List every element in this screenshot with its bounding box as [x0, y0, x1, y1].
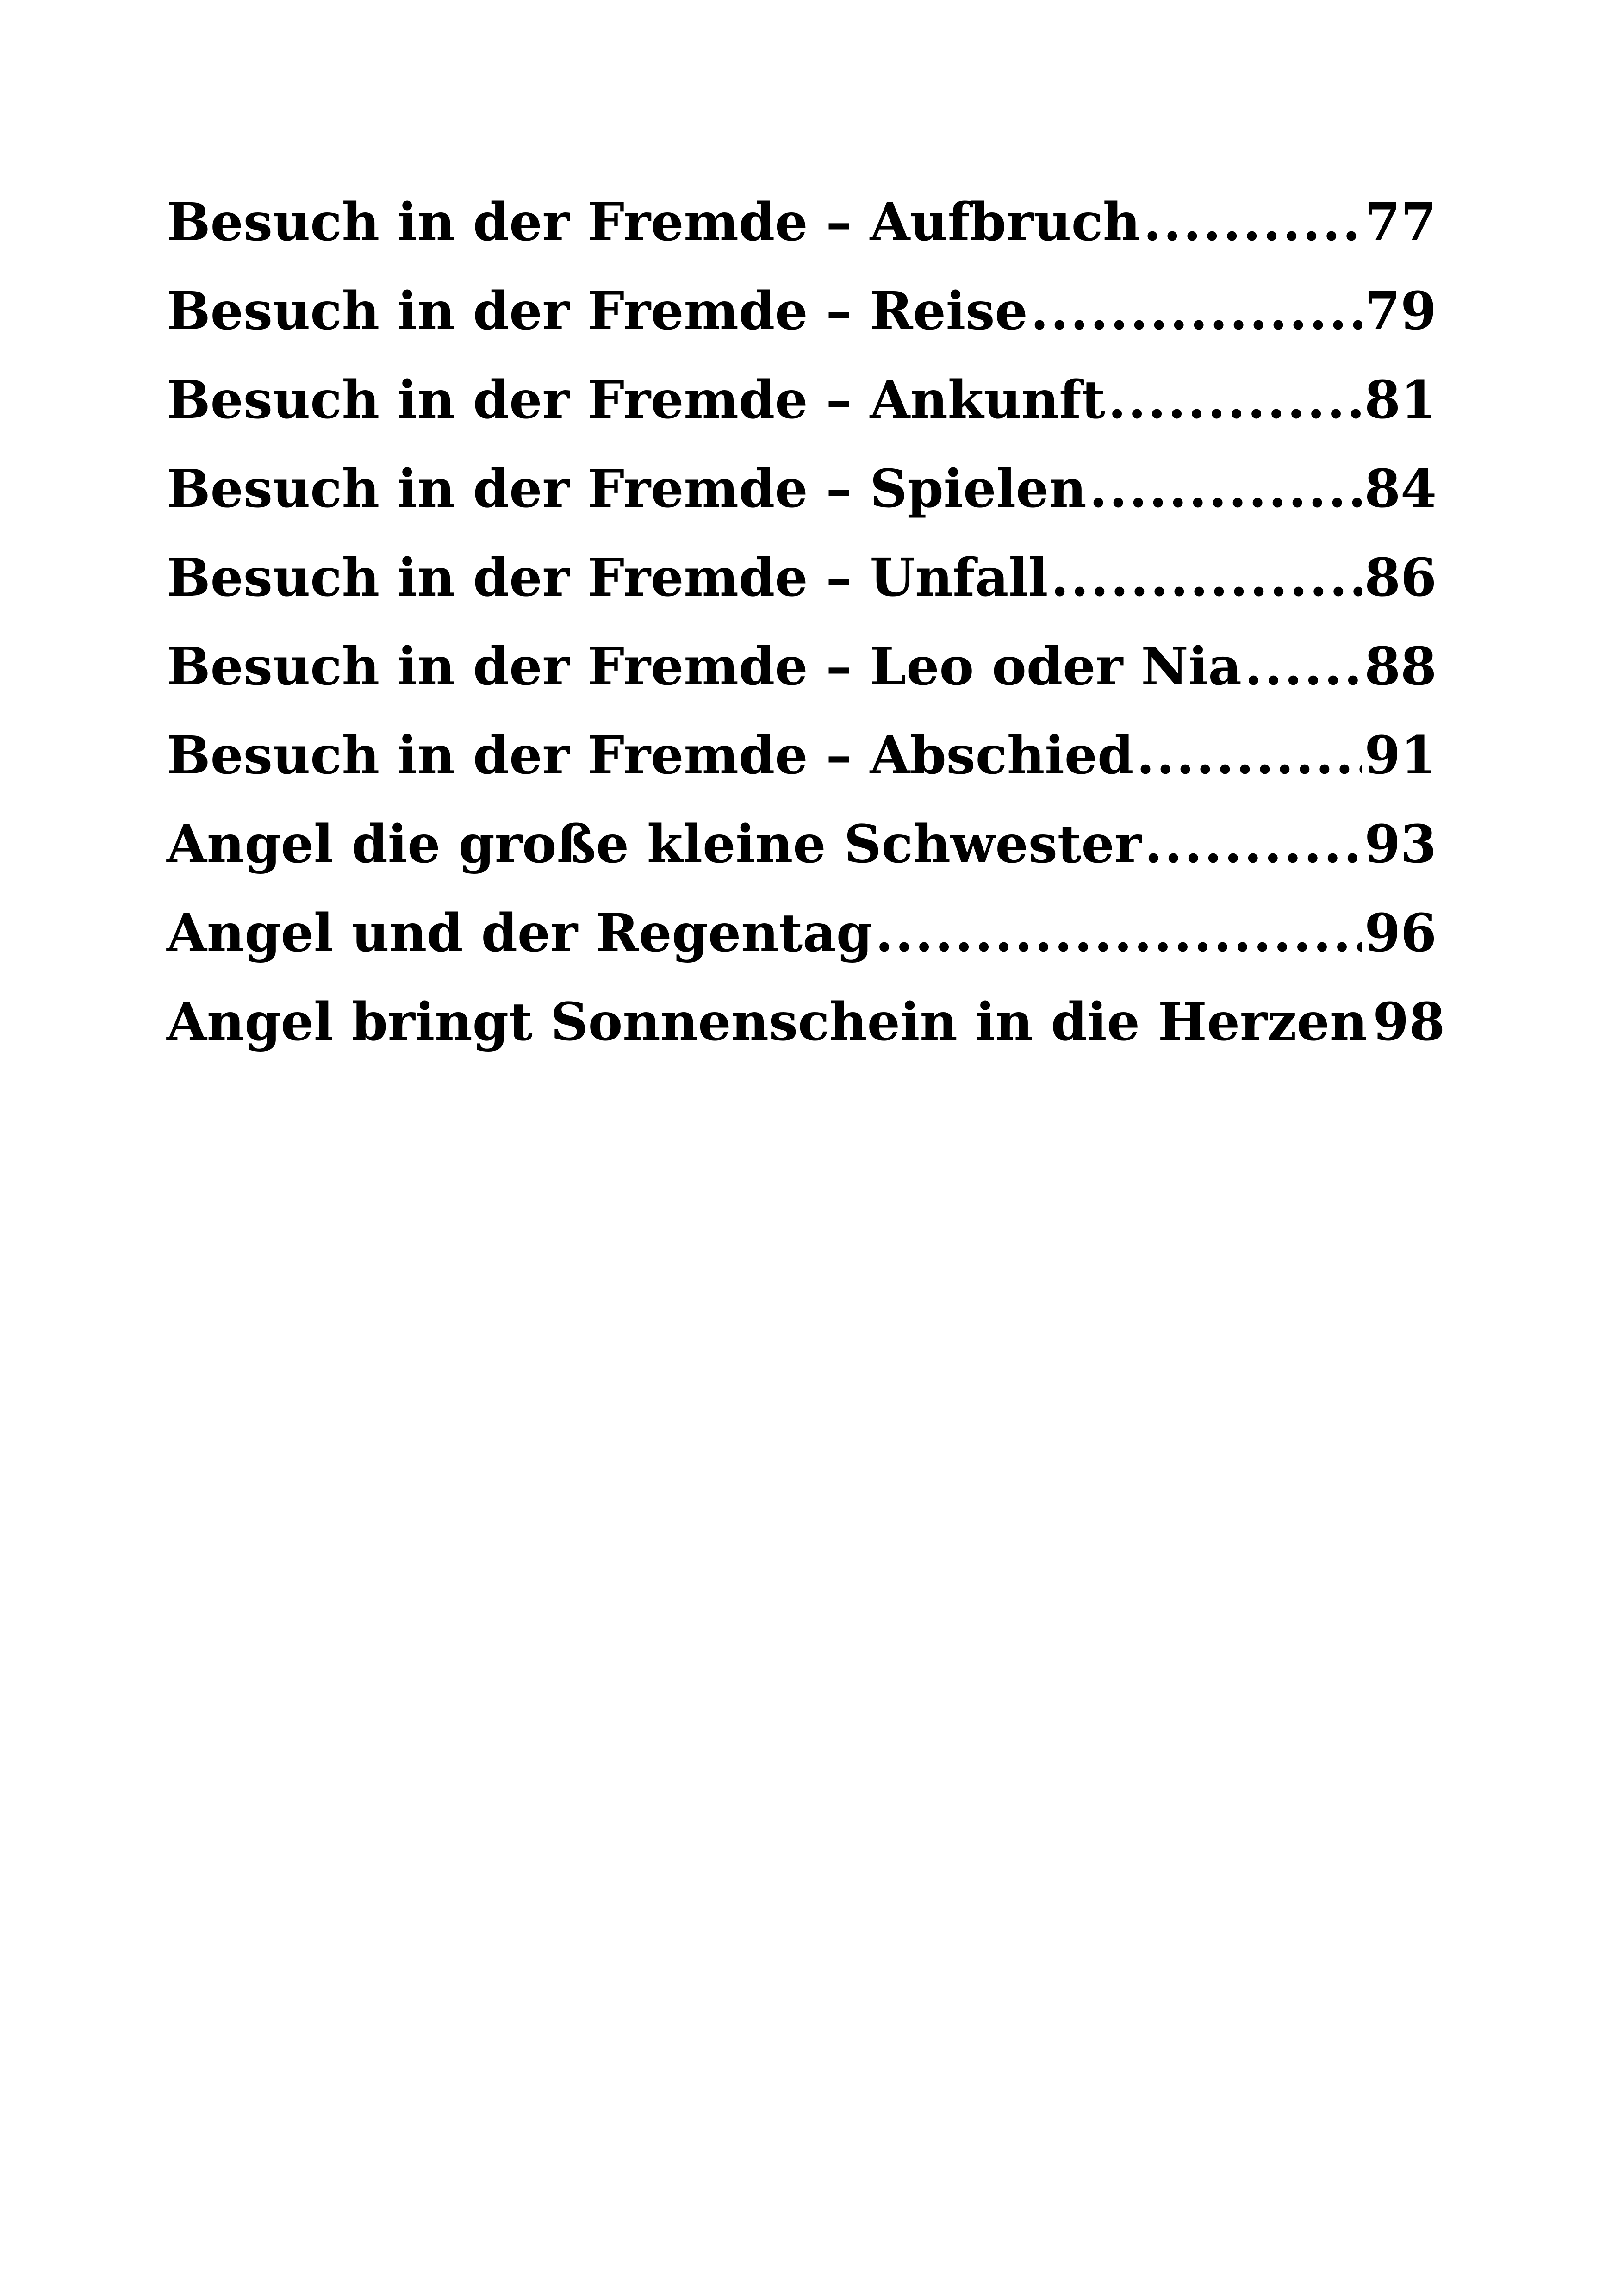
toc-page-number: 98 — [1373, 992, 1445, 1052]
toc-page-number: 86 — [1364, 548, 1437, 608]
toc-page-number: 79 — [1364, 281, 1437, 342]
toc-entry-title: Besuch in der Fremde – Unfall — [167, 548, 1048, 608]
toc-dot-leader — [1143, 192, 1362, 253]
toc-entry-title: Besuch in der Fremde – Ankunft — [167, 370, 1106, 430]
toc-entry-title: Besuch in der Fremde – Leo oder Nia — [167, 636, 1242, 697]
toc-entry-title: Angel bringt Sonnenschein in die Herzen — [167, 992, 1368, 1052]
toc-entry[interactable] — [167, 459, 1437, 548]
toc-entry[interactable] — [167, 192, 1437, 281]
toc-page-number: 93 — [1364, 814, 1437, 875]
toc-dot-leader — [875, 903, 1362, 964]
toc-dot-leader — [1145, 814, 1362, 875]
toc-dot-leader — [1051, 548, 1362, 608]
toc-entry-title: Besuch in der Fremde – Spielen — [167, 459, 1087, 519]
toc-entry[interactable] — [167, 636, 1437, 725]
toc-entry[interactable] — [167, 548, 1437, 636]
toc-entry-title: Angel die große kleine Schwester — [167, 814, 1142, 875]
toc-page-number: 81 — [1364, 370, 1437, 430]
toc-page-number: 77 — [1364, 192, 1437, 253]
toc-entry-title: Besuch in der Fremde – Aufbruch — [167, 192, 1141, 253]
toc-entry[interactable] — [167, 281, 1437, 370]
toc-entry[interactable] — [167, 903, 1437, 992]
toc-dot-leader — [1089, 459, 1362, 519]
toc-entry[interactable] — [167, 992, 1445, 1081]
toc-entry-title: Besuch in der Fremde – Reise — [167, 281, 1028, 342]
toc-dot-leader — [1031, 281, 1362, 342]
toc-entry[interactable] — [167, 370, 1437, 459]
table-of-contents — [167, 192, 1445, 1081]
toc-entry[interactable] — [167, 814, 1437, 903]
toc-page-number: 91 — [1364, 725, 1437, 786]
toc-dot-leader — [1108, 370, 1362, 430]
toc-page-number: 84 — [1364, 459, 1437, 519]
toc-page-number: 88 — [1364, 636, 1437, 697]
toc-entry-title: Besuch in der Fremde – Abschied — [167, 725, 1134, 786]
toc-dot-leader — [1245, 636, 1362, 697]
toc-dot-leader — [1136, 725, 1362, 786]
toc-entry-title: Angel und der Regentag — [167, 903, 873, 964]
toc-page-number: 96 — [1364, 903, 1437, 964]
toc-entry[interactable] — [167, 725, 1437, 814]
